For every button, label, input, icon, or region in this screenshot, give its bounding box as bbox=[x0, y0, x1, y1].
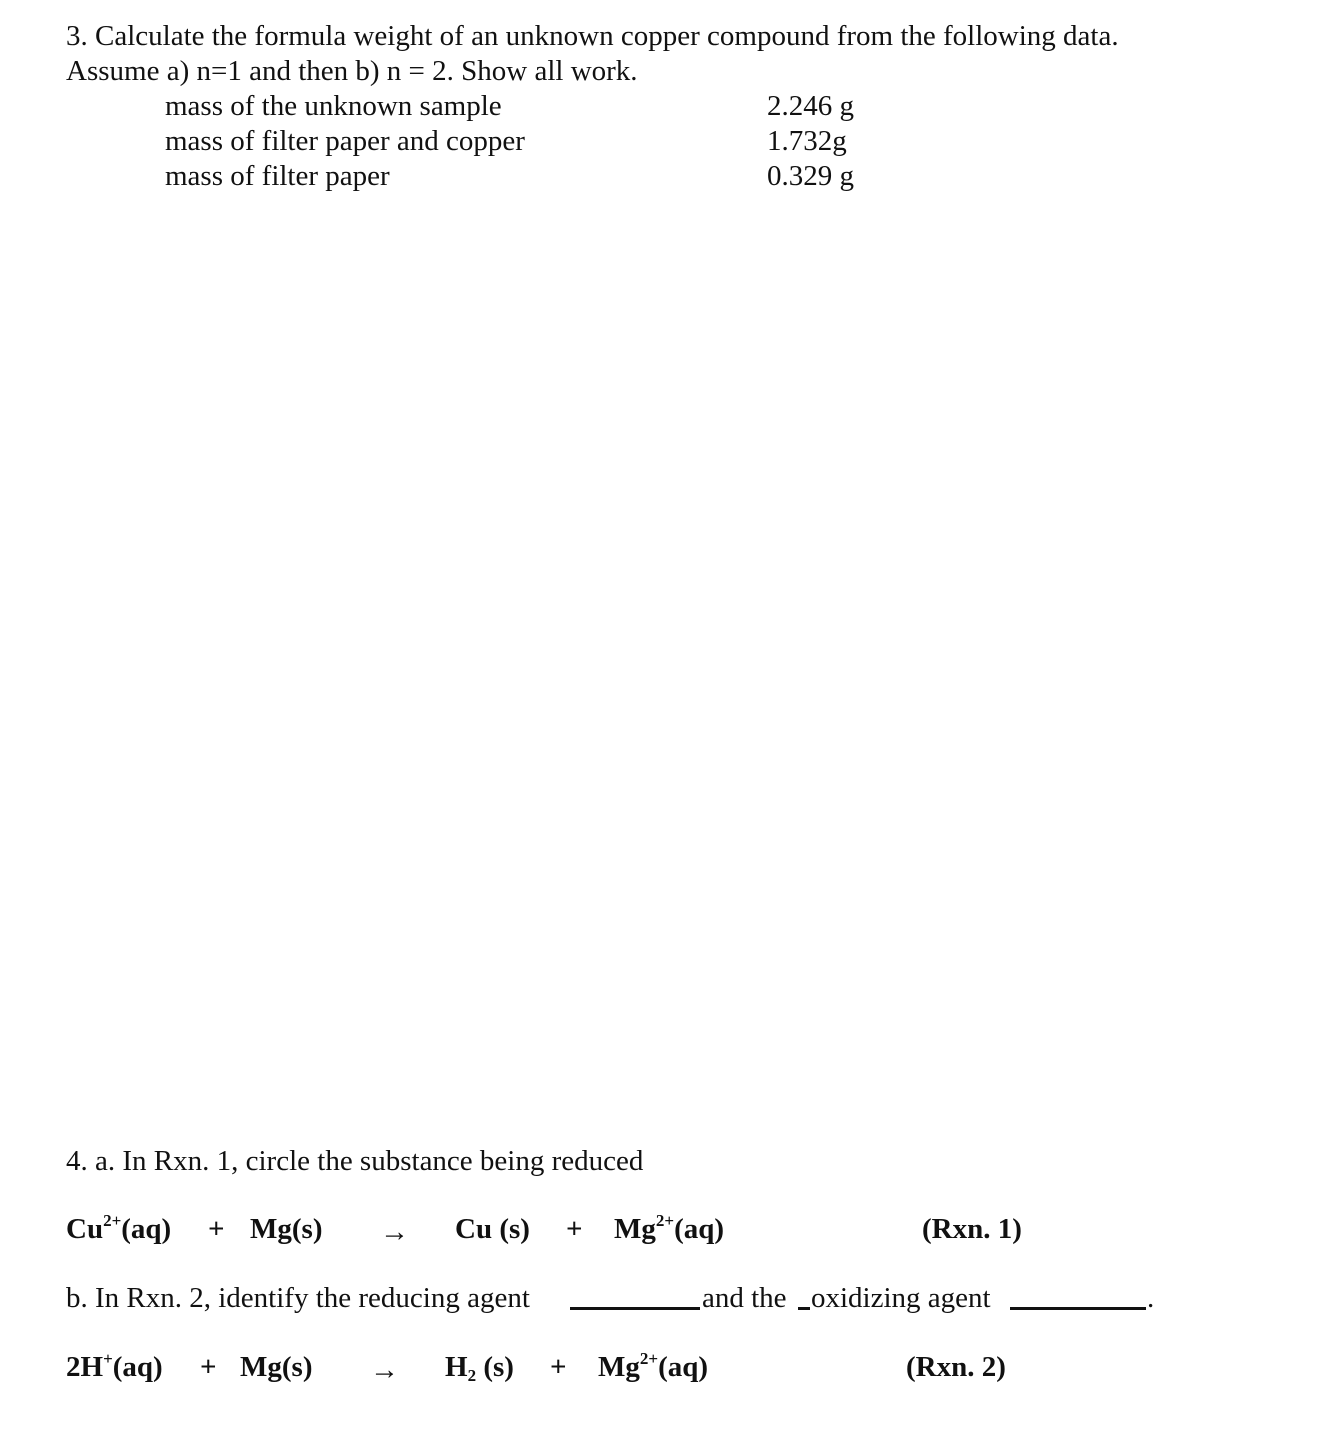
rxn2-reactant-mg[interactable]: Mg(s) bbox=[240, 1351, 313, 1383]
rxn2-label: (Rxn. 2) bbox=[906, 1351, 1006, 1383]
rxn1-plus-2: + bbox=[566, 1213, 583, 1245]
q3-line2: Assume a) n=1 and then b) n = 2. Show all work. bbox=[66, 55, 638, 87]
rxn1-cu-state: (aq) bbox=[121, 1213, 172, 1245]
rxn2-h-state: (aq) bbox=[112, 1351, 163, 1383]
rxn1-mg-base: Mg bbox=[614, 1213, 656, 1245]
q4b-prompt: b. In Rxn. 2, identify the reducing agent bbox=[66, 1282, 530, 1314]
rxn2-mg-state: (aq) bbox=[658, 1351, 709, 1383]
rxn1-product-cu[interactable]: Cu (s) bbox=[455, 1213, 530, 1245]
row-value-filter-paper: 0.329 g bbox=[767, 160, 854, 192]
rxn2-mg-charge: 2+ bbox=[639, 1349, 659, 1368]
rxn2-h-coef: 2H bbox=[66, 1351, 104, 1383]
rxn1-reactant-mg[interactable]: Mg(s) bbox=[250, 1213, 323, 1245]
rxn2-plus-2: + bbox=[550, 1351, 567, 1383]
rxn1-cu-base: Cu bbox=[66, 1213, 104, 1245]
rxn2-product-mg2plus[interactable] bbox=[598, 1349, 709, 1383]
q4b-prompt-oxidizing: oxidizing agent bbox=[811, 1282, 991, 1314]
rxn1-label: (Rxn. 1) bbox=[922, 1213, 1022, 1245]
rxn2-arrow: → bbox=[370, 1354, 399, 1386]
rxn2-h-charge: + bbox=[103, 1349, 113, 1368]
rxn1-mg-state: (aq) bbox=[674, 1213, 725, 1245]
rxn1-cu-charge: 2+ bbox=[103, 1211, 122, 1230]
oxidizing-agent-blank[interactable] bbox=[1010, 1307, 1146, 1310]
row-value-unknown-sample: 2.246 g bbox=[767, 90, 854, 122]
rxn1-arrow: → bbox=[380, 1216, 409, 1248]
q4a-prompt: 4. a. In Rxn. 1, circle the substance being reduced bbox=[66, 1145, 644, 1177]
rxn2-mg-base: Mg bbox=[598, 1351, 640, 1383]
q4b-prompt-and-the: and the bbox=[702, 1282, 787, 1314]
rxn2-h2-base: H bbox=[445, 1351, 468, 1383]
rxn2-plus-1: + bbox=[200, 1351, 217, 1383]
rxn1-mg-charge: 2+ bbox=[655, 1211, 675, 1230]
rxn2-reactant-h-plus[interactable] bbox=[66, 1349, 163, 1383]
row-label-filter-paper-copper: mass of filter paper and copper bbox=[165, 125, 525, 157]
q4b-period: . bbox=[1147, 1282, 1155, 1314]
rxn2-h2-state: (s) bbox=[476, 1351, 514, 1383]
rxn2-h2-subscript: 2 bbox=[467, 1366, 477, 1385]
q3-line1: 3. Calculate the formula weight of an unknown copper compound from the following data. bbox=[66, 20, 1119, 52]
row-label-filter-paper: mass of filter paper bbox=[165, 160, 390, 192]
q4b-underscore bbox=[798, 1307, 810, 1310]
row-value-filter-paper-copper: 1.732g bbox=[767, 125, 847, 157]
reducing-agent-blank[interactable] bbox=[570, 1307, 700, 1310]
row-label-unknown-sample: mass of the unknown sample bbox=[165, 90, 502, 122]
rxn1-plus-1: + bbox=[208, 1213, 225, 1245]
rxn2-product-h2[interactable] bbox=[445, 1351, 514, 1385]
rxn1-product-mg2plus[interactable] bbox=[614, 1211, 725, 1245]
rxn1-reactant-cu2plus[interactable] bbox=[66, 1211, 172, 1245]
